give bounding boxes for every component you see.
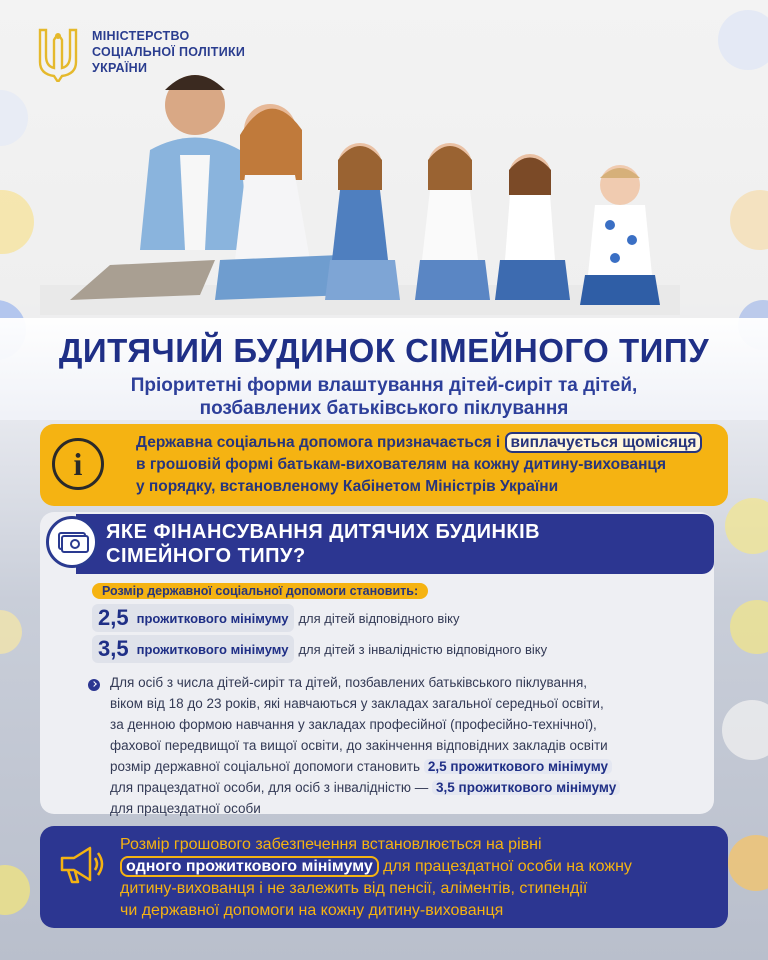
bokeh-decoration: [722, 700, 768, 760]
bullet-line: [110, 777, 710, 798]
info-banner: [40, 424, 728, 506]
info-line: в грошовій формі батькам-вихователям на кожну дитину-вихованця: [136, 456, 667, 473]
info-text: [136, 432, 726, 498]
bokeh-decoration: [730, 190, 768, 250]
amount-number: 2,5: [98, 605, 129, 630]
bullet-bold-amount: 3,5 прожиткового мінімуму: [432, 780, 620, 795]
money-icon: [46, 516, 98, 568]
support-line: [120, 856, 720, 878]
ministry-line: УКРАЇНИ: [92, 61, 148, 75]
support-highlight: одного прожиткового мінімуму: [120, 856, 379, 877]
info-line: у порядку, встановленому Кабінетом Міністрів України: [136, 478, 559, 495]
info-icon: i: [52, 438, 104, 490]
funding-sub-label: Розмір державної соціальної допомоги становить:: [92, 583, 428, 599]
amount-description: для дітей відповідного віку: [298, 610, 460, 626]
title-band: [0, 318, 768, 420]
bokeh-decoration: [0, 865, 30, 915]
bokeh-decoration: [0, 190, 34, 254]
page-subtitle: [0, 374, 768, 420]
amount-pill: [92, 604, 294, 632]
amount-row: [92, 604, 460, 632]
support-line: чи державної допомоги на кожну дитину-вихованця: [120, 902, 504, 919]
amount-number: 3,5: [98, 636, 129, 661]
subtitle-line: позбавлених батьківського піклування: [199, 398, 569, 419]
amount-unit: прожиткового мінімуму: [136, 610, 289, 626]
bullet-line: за денною формою навчання у закладах професійної (професійно-технічної),: [110, 717, 597, 732]
info-highlight: виплачується щомісяця: [505, 432, 703, 453]
bokeh-decoration: [730, 600, 768, 654]
bullet-line: [110, 756, 710, 777]
bokeh-decoration: [728, 835, 768, 891]
support-line2-rest: для працездатної особи на кожну: [378, 858, 632, 875]
ministry-line: СОЦІАЛЬНОЇ ПОЛІТИКИ: [92, 45, 246, 59]
subtitle-line: Пріоритетні форми влаштування дітей-сиріт та дітей,: [130, 375, 638, 396]
amount-row: [92, 635, 547, 663]
bokeh-decoration: [0, 90, 28, 146]
funding-header: [76, 514, 714, 574]
bullet-line: для працездатної особи: [110, 801, 261, 816]
bokeh-decoration: [0, 610, 22, 654]
support-line: дитину-вихованця і не залежить від пенсії, аліментів, стипендії: [120, 880, 588, 897]
bullet-text: [110, 672, 710, 819]
page-title: ДИТЯЧИЙ БУДИНОК СІМЕЙНОГО ТИПУ: [58, 332, 710, 369]
bullet-icon: [88, 679, 100, 691]
info-line1-start: Державна соціальна допомога призначається і: [136, 434, 505, 451]
bullet-line: фахової передвищої та вищої освіти, до закінчення відповідних закладів освіти: [110, 738, 608, 753]
info-line: [136, 432, 726, 454]
support-line: Розмір грошового забезпечення встановлюється на рівні: [120, 836, 542, 853]
amount-description: для дітей з інвалідністю відповідного віку: [298, 641, 548, 657]
megaphone-icon: [54, 838, 106, 890]
support-text: [120, 834, 720, 922]
bokeh-decoration: [718, 10, 768, 70]
funding-header-line: ЯКЕ ФІНАНСУВАННЯ ДИТЯЧИХ БУДИНКІВ: [106, 521, 541, 543]
bullet-line: Для осіб з числа дітей-сиріт та дітей, позбавлених батьківського піклування,: [110, 675, 588, 690]
bullet-bold-amount: 2,5 прожиткового мінімуму: [424, 759, 612, 774]
amount-unit: прожиткового мінімуму: [136, 641, 289, 657]
bullet-line5-start: розмір державної соціальної допомоги становить: [110, 759, 421, 774]
funding-header-line: СІМЕЙНОГО ТИПУ?: [106, 545, 306, 567]
bullet-line: віком від 18 до 23 років, які навчаються у закладах загальної середньої освіти,: [110, 696, 604, 711]
bullet-line6-start: для працездатної особи, для осіб з інвалідністю —: [110, 780, 429, 795]
bokeh-decoration: [725, 498, 768, 554]
family-photo: [40, 60, 680, 315]
ministry-line: МІНІСТЕРСТВО: [92, 29, 190, 43]
amount-pill: [92, 635, 294, 663]
